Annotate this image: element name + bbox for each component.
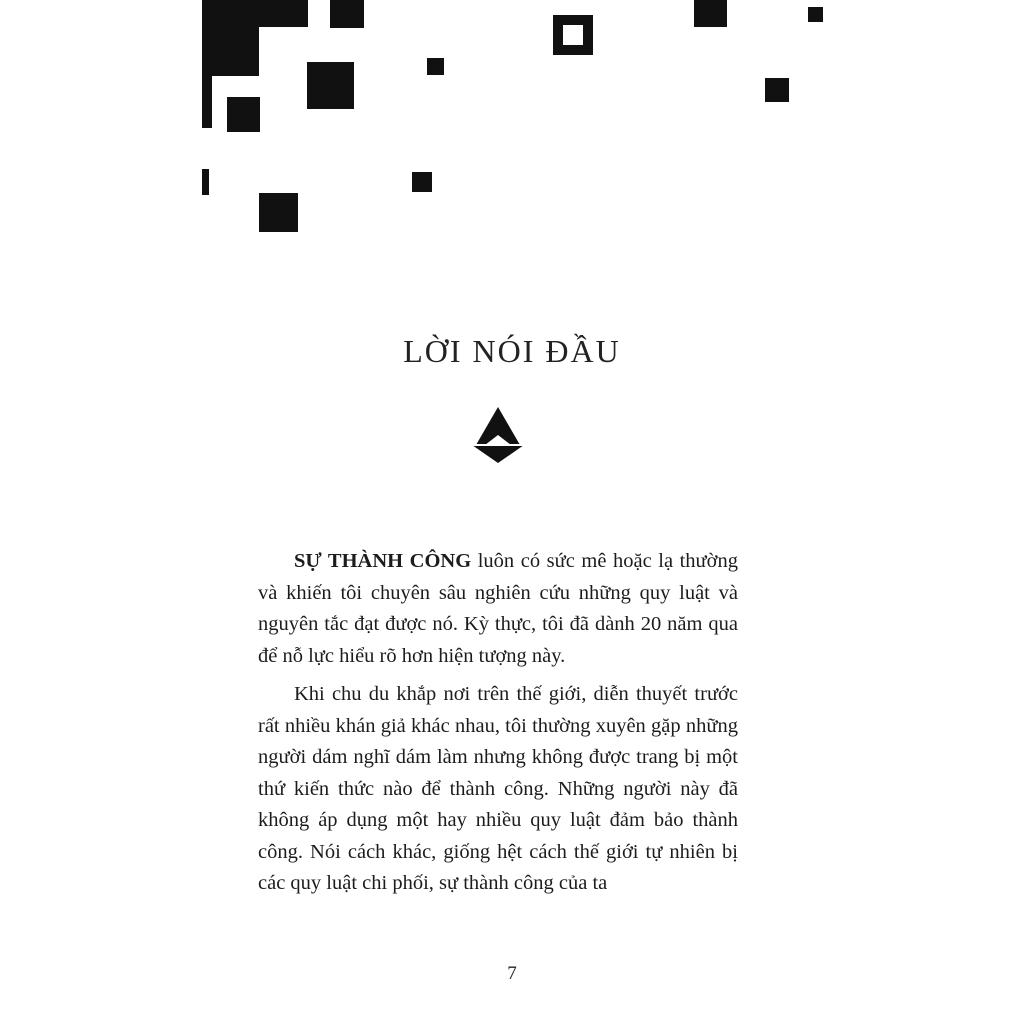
lead-phrase: SỰ THÀNH CÔNG [294, 550, 472, 572]
square-pattern-decoration [0, 0, 1024, 260]
paragraph-1-text: luôn có sức mê hoặc lạ thường và khiến tôi chuyên sâu nghiên cứu những quy luật và nguyên tắc đạt được nó. Kỳ thực, tôi đã dành 20 năm qua để nỗ lực hiểu rõ hơn hiện tượng này. [258, 550, 738, 667]
page-number: 7 [507, 963, 517, 984]
triangle-ornament-icon [472, 407, 524, 463]
chapter-title: LỜI NÓI ĐẦU [403, 333, 621, 369]
paragraph-1 [258, 546, 738, 672]
body-text [258, 546, 738, 907]
paragraph-2: Khi chu du khắp nơi trên thế giới, diễn thuyết trước rất nhiều khán giả khác nhau, tôi thường xuyên gặp những người dám nghĩ dám làm nhưng không được trang bị một thứ kiến thức nào để thành công. Những người này đã không áp dụng một hay nhiều quy luật đảm bảo thành công. Nói cách khác, giống hệt cách thế giới tự nhiên bị các quy luật chi phối, sự thành công của ta [258, 683, 738, 894]
